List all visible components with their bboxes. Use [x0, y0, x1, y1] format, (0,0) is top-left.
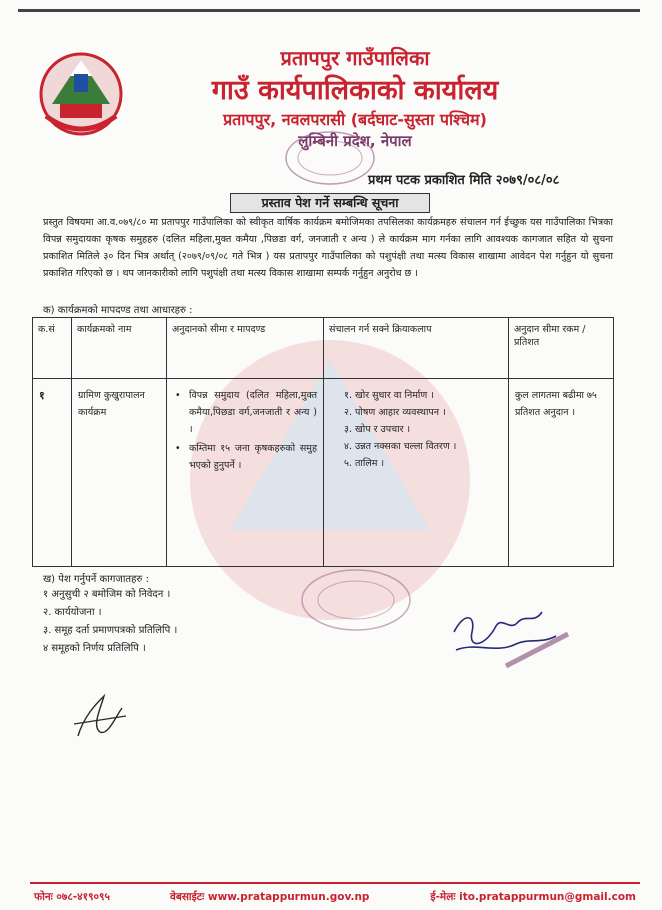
row-sn: १ [39, 389, 45, 402]
list-item: ३. समूह दर्ता प्रमाणपत्रको प्रतिलिपि । [43, 625, 178, 636]
row-activities [324, 379, 509, 567]
section-a-heading: क) कार्यक्रमको मापदण्ड तथा आधारहरु : [43, 305, 193, 316]
notice-title: प्रस्ताव पेश गर्ने सम्बन्धि सूचना [230, 193, 430, 213]
header-grant: अनुदान सीमा रकम /प्रतिशत [509, 318, 614, 379]
header-sn: क.सं [33, 318, 72, 379]
list-item: १ अनुसुची २ बमोजिम को निवेदन । [43, 589, 171, 600]
row-program-name: ग्रामिण कुखुरापालन कार्यक्रम [72, 379, 167, 567]
office-stamp-icon [280, 128, 380, 188]
row-criteria [167, 379, 324, 567]
activity-item: ३. खोप र उपचार । [344, 424, 411, 435]
activity-item: १. खोर सुधार वा निर्माण । [344, 390, 434, 401]
program-table [32, 317, 614, 567]
activity-item: २. पोषण आहार व्यवस्थापन । [344, 407, 446, 418]
table-header-row [33, 318, 614, 379]
office-seal-icon [296, 565, 416, 635]
criteria-item: • कम्तिमा १५ जना कृषकहरुको समुह भएको हुनुपर्ने । [173, 440, 317, 474]
signature-icon [446, 592, 576, 672]
footer-phone: फोनः ०७८-४१९०९५ [34, 891, 110, 903]
documents-list [43, 586, 177, 658]
activity-item: ४. उन्नत नक्सका चल्ला वितरण । [344, 441, 457, 452]
section-b-heading: ख) पेश गर्नुपर्ने कागजातहरु : [43, 574, 149, 585]
nepal-emblem-icon [38, 46, 124, 142]
criteria-item: • विपन्न समुदाय (दलित महिला,मुक्त कमैया,पिछडा वर्ग,जनजाती र अन्य ) । [173, 387, 317, 438]
row-grant: कुल लागतमा बढीमा ७५ प्रतिशत अनुदान । [509, 379, 614, 567]
office-name: गाउँ कार्यपालिकाको कार्यालय [211, 75, 499, 106]
activity-item: ५. तालिम । [344, 458, 385, 469]
footer [30, 882, 640, 906]
list-item: २. कार्ययोजना । [43, 607, 102, 618]
header-criteria: अनुदानको सीमा र मापदण्ड [167, 318, 324, 379]
office-address: प्रतापपुर, नवलपरासी (बर्दघाट-सुस्ता पश्चिम) [223, 110, 487, 129]
province-name: लुम्बिनी प्रदेश, नेपाल [298, 132, 412, 150]
municipality-name: प्रतापपुर गाउँपालिका [280, 46, 430, 70]
publish-date: प्रथम पटक प्रकाशित मिति २०७९/०८/०८ [368, 173, 560, 188]
footer-email: ई-मेलः ito.pratappurmun@gmail.com [430, 891, 636, 903]
list-item: ४ समूहको निर्णय प्रतिलिपि । [43, 643, 146, 654]
footer-website: वेबसाईटः www.pratappurmun.gov.np [170, 891, 370, 903]
header-activities: संचालन गर्न सक्ने क्रियाकलाप [324, 318, 509, 379]
signature-icon [70, 686, 130, 746]
top-border-line [18, 9, 640, 12]
header-program-name: कार्यक्रमको नाम [72, 318, 167, 379]
notice-body: प्रस्तुत विषयमा आ.व.०७९/८० मा प्रतापपुर गाउँपालिका को स्वीकृत वार्षिक कार्यक्रम बमोजिमका तपसिलका कार्यक्रमहरु संचालन गर्न ईच्छुक यस गाउँपालिका भित्रका विपन्न समुदायका कृषक समुहहरु (दलित महिला,मुक्त कमैया ,पिछडा वर्ग, जनजाती र अन्य ) ले कार्यक्रम माग गर्नका लागि आवश्यक कागजात सहित यो सुचना प्रकाशित मितिले ३० दिन भित्र अर्थात् (२०७९/०९/०८ गते भित्र ) यस प्रतापपुर गाउँपालिका को पशुपंक्षी तथा मत्स्य विकास शाखामा आवेदन पेश गर्नुहुन यो सुचना प्रकाशित गरिएको छ । थप जानकारीको लागि पशुपंक्षी तथा मत्स्य विकास शाखामा सम्पर्क गर्नुहुन अनुरोध छ । [43, 217, 613, 279]
table-row [33, 379, 614, 567]
